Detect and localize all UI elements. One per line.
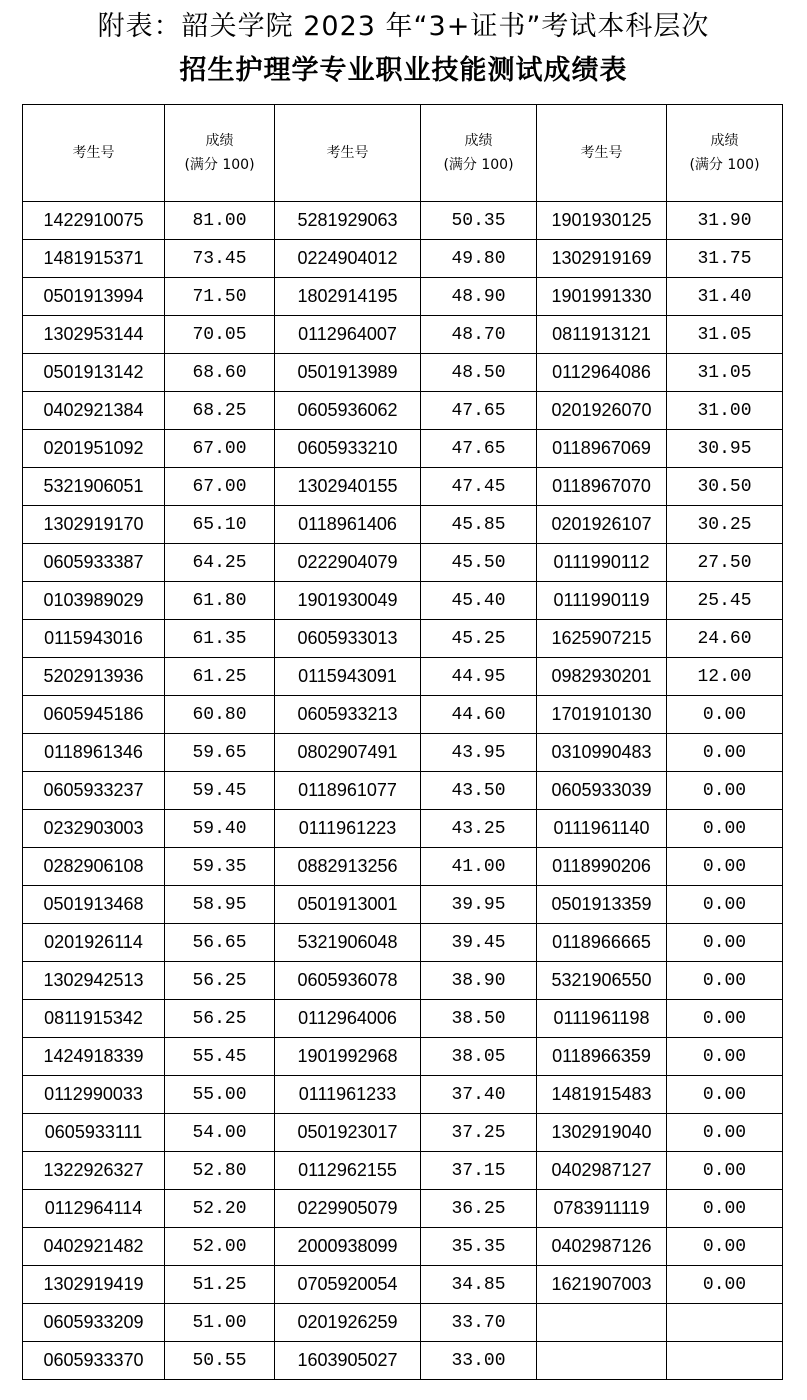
candidate-id-cell: 0501913468 [23, 886, 165, 924]
score-cell: 68.25 [165, 392, 275, 430]
candidate-id-cell: 0605936062 [275, 392, 421, 430]
header-score: 成绩 (满分 100) [667, 105, 783, 202]
score-cell: 24.60 [667, 620, 783, 658]
candidate-id-cell: 0115943091 [275, 658, 421, 696]
candidate-id-cell: 5202913936 [23, 658, 165, 696]
candidate-id-cell: 1302919040 [537, 1114, 667, 1152]
candidate-id-cell: 0111961140 [537, 810, 667, 848]
score-cell: 60.80 [165, 696, 275, 734]
score-cell: 47.65 [421, 430, 537, 468]
candidate-id-cell: 1302942513 [23, 962, 165, 1000]
table-row [23, 886, 783, 924]
table-row [23, 1266, 783, 1304]
table-row [23, 468, 783, 506]
score-cell: 0.00 [667, 962, 783, 1000]
score-cell: 64.25 [165, 544, 275, 582]
table-row [23, 658, 783, 696]
candidate-id-cell: 0605933013 [275, 620, 421, 658]
candidate-id-cell: 0501913989 [275, 354, 421, 392]
score-cell: 38.90 [421, 962, 537, 1000]
candidate-id-cell: 0103989029 [23, 582, 165, 620]
document-title-line1: 附表：韶关学院 2023 年“3+证书”考试本科层次 [97, 11, 710, 42]
candidate-id-cell: 0232903003 [23, 810, 165, 848]
score-cell: 61.35 [165, 620, 275, 658]
score-cell: 43.95 [421, 734, 537, 772]
table-row [23, 734, 783, 772]
header-candidate-id: 考生号 [537, 105, 667, 202]
score-cell: 49.80 [421, 240, 537, 278]
score-cell: 50.55 [165, 1342, 275, 1380]
candidate-id-cell: 1621907003 [537, 1266, 667, 1304]
score-cell: 30.95 [667, 430, 783, 468]
candidate-id-cell: 0112964007 [275, 316, 421, 354]
candidate-id-cell: 0118967070 [537, 468, 667, 506]
candidate-id-cell [537, 1304, 667, 1342]
score-cell: 0.00 [667, 848, 783, 886]
score-cell: 56.65 [165, 924, 275, 962]
score-cell: 31.40 [667, 278, 783, 316]
score-cell: 12.00 [667, 658, 783, 696]
candidate-id-cell: 0402921384 [23, 392, 165, 430]
score-cell: 71.50 [165, 278, 275, 316]
score-cell: 0.00 [667, 886, 783, 924]
table-row [23, 848, 783, 886]
header-candidate-id: 考生号 [275, 105, 421, 202]
score-cell: 25.45 [667, 582, 783, 620]
candidate-id-cell: 5321906048 [275, 924, 421, 962]
candidate-id-cell: 0118961077 [275, 772, 421, 810]
candidate-id-cell: 0501913001 [275, 886, 421, 924]
table-row [23, 582, 783, 620]
score-cell [667, 1342, 783, 1380]
score-cell: 50.35 [421, 202, 537, 240]
table-row [23, 430, 783, 468]
score-cell: 58.95 [165, 886, 275, 924]
candidate-id-cell: 0982930201 [537, 658, 667, 696]
candidate-id-cell: 0501913142 [23, 354, 165, 392]
score-cell: 31.05 [667, 316, 783, 354]
score-cell: 68.60 [165, 354, 275, 392]
candidate-id-cell: 0811913121 [537, 316, 667, 354]
candidate-id-cell: 0118961406 [275, 506, 421, 544]
table-row [23, 1228, 783, 1266]
score-cell: 0.00 [667, 1152, 783, 1190]
score-cell: 37.15 [421, 1152, 537, 1190]
score-cell: 45.25 [421, 620, 537, 658]
candidate-id-cell: 0229905079 [275, 1190, 421, 1228]
score-cell: 36.25 [421, 1190, 537, 1228]
score-cell: 31.75 [667, 240, 783, 278]
candidate-id-cell: 0118966665 [537, 924, 667, 962]
score-cell: 54.00 [165, 1114, 275, 1152]
table-row [23, 1190, 783, 1228]
candidate-id-cell: 0201926107 [537, 506, 667, 544]
candidate-id-cell: 0111961198 [537, 1000, 667, 1038]
candidate-id-cell: 0605933213 [275, 696, 421, 734]
score-cell: 52.00 [165, 1228, 275, 1266]
table-row [23, 506, 783, 544]
table-row [23, 696, 783, 734]
candidate-id-cell: 0111961233 [275, 1076, 421, 1114]
score-cell: 48.90 [421, 278, 537, 316]
candidate-id-cell: 0605933039 [537, 772, 667, 810]
candidate-id-cell: 0118966359 [537, 1038, 667, 1076]
score-cell: 0.00 [667, 1190, 783, 1228]
candidate-id-cell: 1901930049 [275, 582, 421, 620]
score-cell: 65.10 [165, 506, 275, 544]
score-cell: 81.00 [165, 202, 275, 240]
table-row [23, 1152, 783, 1190]
score-cell: 0.00 [667, 1076, 783, 1114]
candidate-id-cell: 0501923017 [275, 1114, 421, 1152]
candidate-id-cell: 1901992968 [275, 1038, 421, 1076]
table-row [23, 1342, 783, 1380]
candidate-id-cell: 0402987126 [537, 1228, 667, 1266]
score-cell: 31.05 [667, 354, 783, 392]
candidate-id-cell: 0605936078 [275, 962, 421, 1000]
score-cell: 73.45 [165, 240, 275, 278]
score-cell: 0.00 [667, 772, 783, 810]
score-cell: 45.85 [421, 506, 537, 544]
candidate-id-cell: 1422910075 [23, 202, 165, 240]
candidate-id-cell: 0605933387 [23, 544, 165, 582]
candidate-id-cell: 1802914195 [275, 278, 421, 316]
score-cell: 0.00 [667, 810, 783, 848]
score-cell: 59.40 [165, 810, 275, 848]
candidate-id-cell: 0402987127 [537, 1152, 667, 1190]
table-row [23, 1076, 783, 1114]
score-cell: 33.70 [421, 1304, 537, 1342]
candidate-id-cell: 0118961346 [23, 734, 165, 772]
candidate-id-cell: 5281929063 [275, 202, 421, 240]
candidate-id-cell: 1302919169 [537, 240, 667, 278]
score-cell: 56.25 [165, 1000, 275, 1038]
score-cell: 44.95 [421, 658, 537, 696]
header-candidate-id: 考生号 [23, 105, 165, 202]
candidate-id-cell: 5321906550 [537, 962, 667, 1000]
score-cell: 59.45 [165, 772, 275, 810]
score-cell: 41.00 [421, 848, 537, 886]
table-row [23, 1114, 783, 1152]
score-cell: 45.40 [421, 582, 537, 620]
candidate-id-cell: 1424918339 [23, 1038, 165, 1076]
score-cell: 31.90 [667, 202, 783, 240]
table-row [23, 544, 783, 582]
table-row [23, 392, 783, 430]
score-cell: 47.45 [421, 468, 537, 506]
candidate-id-cell: 0111961223 [275, 810, 421, 848]
candidate-id-cell: 0605933209 [23, 1304, 165, 1342]
score-cell: 47.65 [421, 392, 537, 430]
table-row [23, 620, 783, 658]
table-row [23, 1038, 783, 1076]
candidate-id-cell: 0222904079 [275, 544, 421, 582]
candidate-id-cell: 0224904012 [275, 240, 421, 278]
table-row [23, 278, 783, 316]
candidate-id-cell: 0118990206 [537, 848, 667, 886]
candidate-id-cell: 0605933237 [23, 772, 165, 810]
candidate-id-cell: 0201926259 [275, 1304, 421, 1342]
table-row [23, 316, 783, 354]
candidate-id-cell: 2000938099 [275, 1228, 421, 1266]
candidate-id-cell: 0705920054 [275, 1266, 421, 1304]
table-row [23, 1304, 783, 1342]
score-cell: 51.00 [165, 1304, 275, 1342]
candidate-id-cell: 1481915483 [537, 1076, 667, 1114]
header-score: 成绩 (满分 100) [165, 105, 275, 202]
candidate-id-cell: 0112964114 [23, 1190, 165, 1228]
score-cell [667, 1304, 783, 1342]
candidate-id-cell: 0282906108 [23, 848, 165, 886]
candidate-id-cell: 0112964086 [537, 354, 667, 392]
score-cell: 48.50 [421, 354, 537, 392]
score-cell: 31.00 [667, 392, 783, 430]
candidate-id-cell: 1603905027 [275, 1342, 421, 1380]
candidate-id-cell: 0501913359 [537, 886, 667, 924]
score-cell: 0.00 [667, 1038, 783, 1076]
document-title-line2: 招生护理学专业职业技能测试成绩表 [179, 55, 628, 86]
table-header-row [23, 105, 783, 202]
candidate-id-cell: 0115943016 [23, 620, 165, 658]
score-cell: 37.40 [421, 1076, 537, 1114]
candidate-id-cell: 0118967069 [537, 430, 667, 468]
score-cell: 52.80 [165, 1152, 275, 1190]
candidate-id-cell: 0201926114 [23, 924, 165, 962]
table-row [23, 924, 783, 962]
score-cell: 55.45 [165, 1038, 275, 1076]
candidate-id-cell: 0811915342 [23, 1000, 165, 1038]
score-cell: 44.60 [421, 696, 537, 734]
candidate-id-cell: 0310990483 [537, 734, 667, 772]
candidate-id-cell: 1302919419 [23, 1266, 165, 1304]
candidate-id-cell: 0605933111 [23, 1114, 165, 1152]
score-cell: 38.05 [421, 1038, 537, 1076]
candidate-id-cell: 1625907215 [537, 620, 667, 658]
score-cell: 27.50 [667, 544, 783, 582]
table-row [23, 810, 783, 848]
candidate-id-cell: 0111990119 [537, 582, 667, 620]
score-cell: 35.35 [421, 1228, 537, 1266]
score-cell: 30.25 [667, 506, 783, 544]
candidate-id-cell: 0882913256 [275, 848, 421, 886]
scores-table [22, 104, 783, 1380]
score-cell: 39.95 [421, 886, 537, 924]
candidate-id-cell: 0605933370 [23, 1342, 165, 1380]
candidate-id-cell: 0802907491 [275, 734, 421, 772]
candidate-id-cell: 0783911119 [537, 1190, 667, 1228]
candidate-id-cell: 0201951092 [23, 430, 165, 468]
score-cell: 61.25 [165, 658, 275, 696]
score-cell: 0.00 [667, 1266, 783, 1304]
score-cell: 0.00 [667, 696, 783, 734]
score-cell: 37.25 [421, 1114, 537, 1152]
score-cell: 61.80 [165, 582, 275, 620]
table-row [23, 240, 783, 278]
score-cell: 39.45 [421, 924, 537, 962]
score-cell: 56.25 [165, 962, 275, 1000]
candidate-id-cell: 1901991330 [537, 278, 667, 316]
score-cell: 55.00 [165, 1076, 275, 1114]
candidate-id-cell: 1302940155 [275, 468, 421, 506]
candidate-id-cell: 1322926327 [23, 1152, 165, 1190]
score-cell: 0.00 [667, 1114, 783, 1152]
score-cell: 43.25 [421, 810, 537, 848]
score-cell: 34.85 [421, 1266, 537, 1304]
table-row [23, 772, 783, 810]
score-cell: 48.70 [421, 316, 537, 354]
score-cell: 38.50 [421, 1000, 537, 1038]
table-row [23, 202, 783, 240]
candidate-id-cell: 1302919170 [23, 506, 165, 544]
candidate-id-cell: 0605933210 [275, 430, 421, 468]
score-cell: 70.05 [165, 316, 275, 354]
score-cell: 0.00 [667, 924, 783, 962]
score-cell: 51.25 [165, 1266, 275, 1304]
candidate-id-cell: 1481915371 [23, 240, 165, 278]
candidate-id-cell: 0605945186 [23, 696, 165, 734]
score-cell: 45.50 [421, 544, 537, 582]
candidate-id-cell: 5321906051 [23, 468, 165, 506]
candidate-id-cell: 1302953144 [23, 316, 165, 354]
table-row [23, 354, 783, 392]
candidate-id-cell: 1701910130 [537, 696, 667, 734]
score-cell: 59.35 [165, 848, 275, 886]
score-cell: 43.50 [421, 772, 537, 810]
candidate-id-cell: 0112964006 [275, 1000, 421, 1038]
candidate-id-cell: 0402921482 [23, 1228, 165, 1266]
score-cell: 59.65 [165, 734, 275, 772]
score-cell: 0.00 [667, 1228, 783, 1266]
score-cell: 67.00 [165, 468, 275, 506]
candidate-id-cell: 0112990033 [23, 1076, 165, 1114]
candidate-id-cell: 1901930125 [537, 202, 667, 240]
score-cell: 67.00 [165, 430, 275, 468]
score-cell: 52.20 [165, 1190, 275, 1228]
table-row [23, 962, 783, 1000]
header-score: 成绩 (满分 100) [421, 105, 537, 202]
candidate-id-cell [537, 1342, 667, 1380]
candidate-id-cell: 0112962155 [275, 1152, 421, 1190]
score-cell: 0.00 [667, 1000, 783, 1038]
candidate-id-cell: 0201926070 [537, 392, 667, 430]
score-cell: 0.00 [667, 734, 783, 772]
candidate-id-cell: 0501913994 [23, 278, 165, 316]
table-body [23, 202, 783, 1380]
table-row [23, 1000, 783, 1038]
candidate-id-cell: 0111990112 [537, 544, 667, 582]
score-cell: 30.50 [667, 468, 783, 506]
score-cell: 33.00 [421, 1342, 537, 1380]
